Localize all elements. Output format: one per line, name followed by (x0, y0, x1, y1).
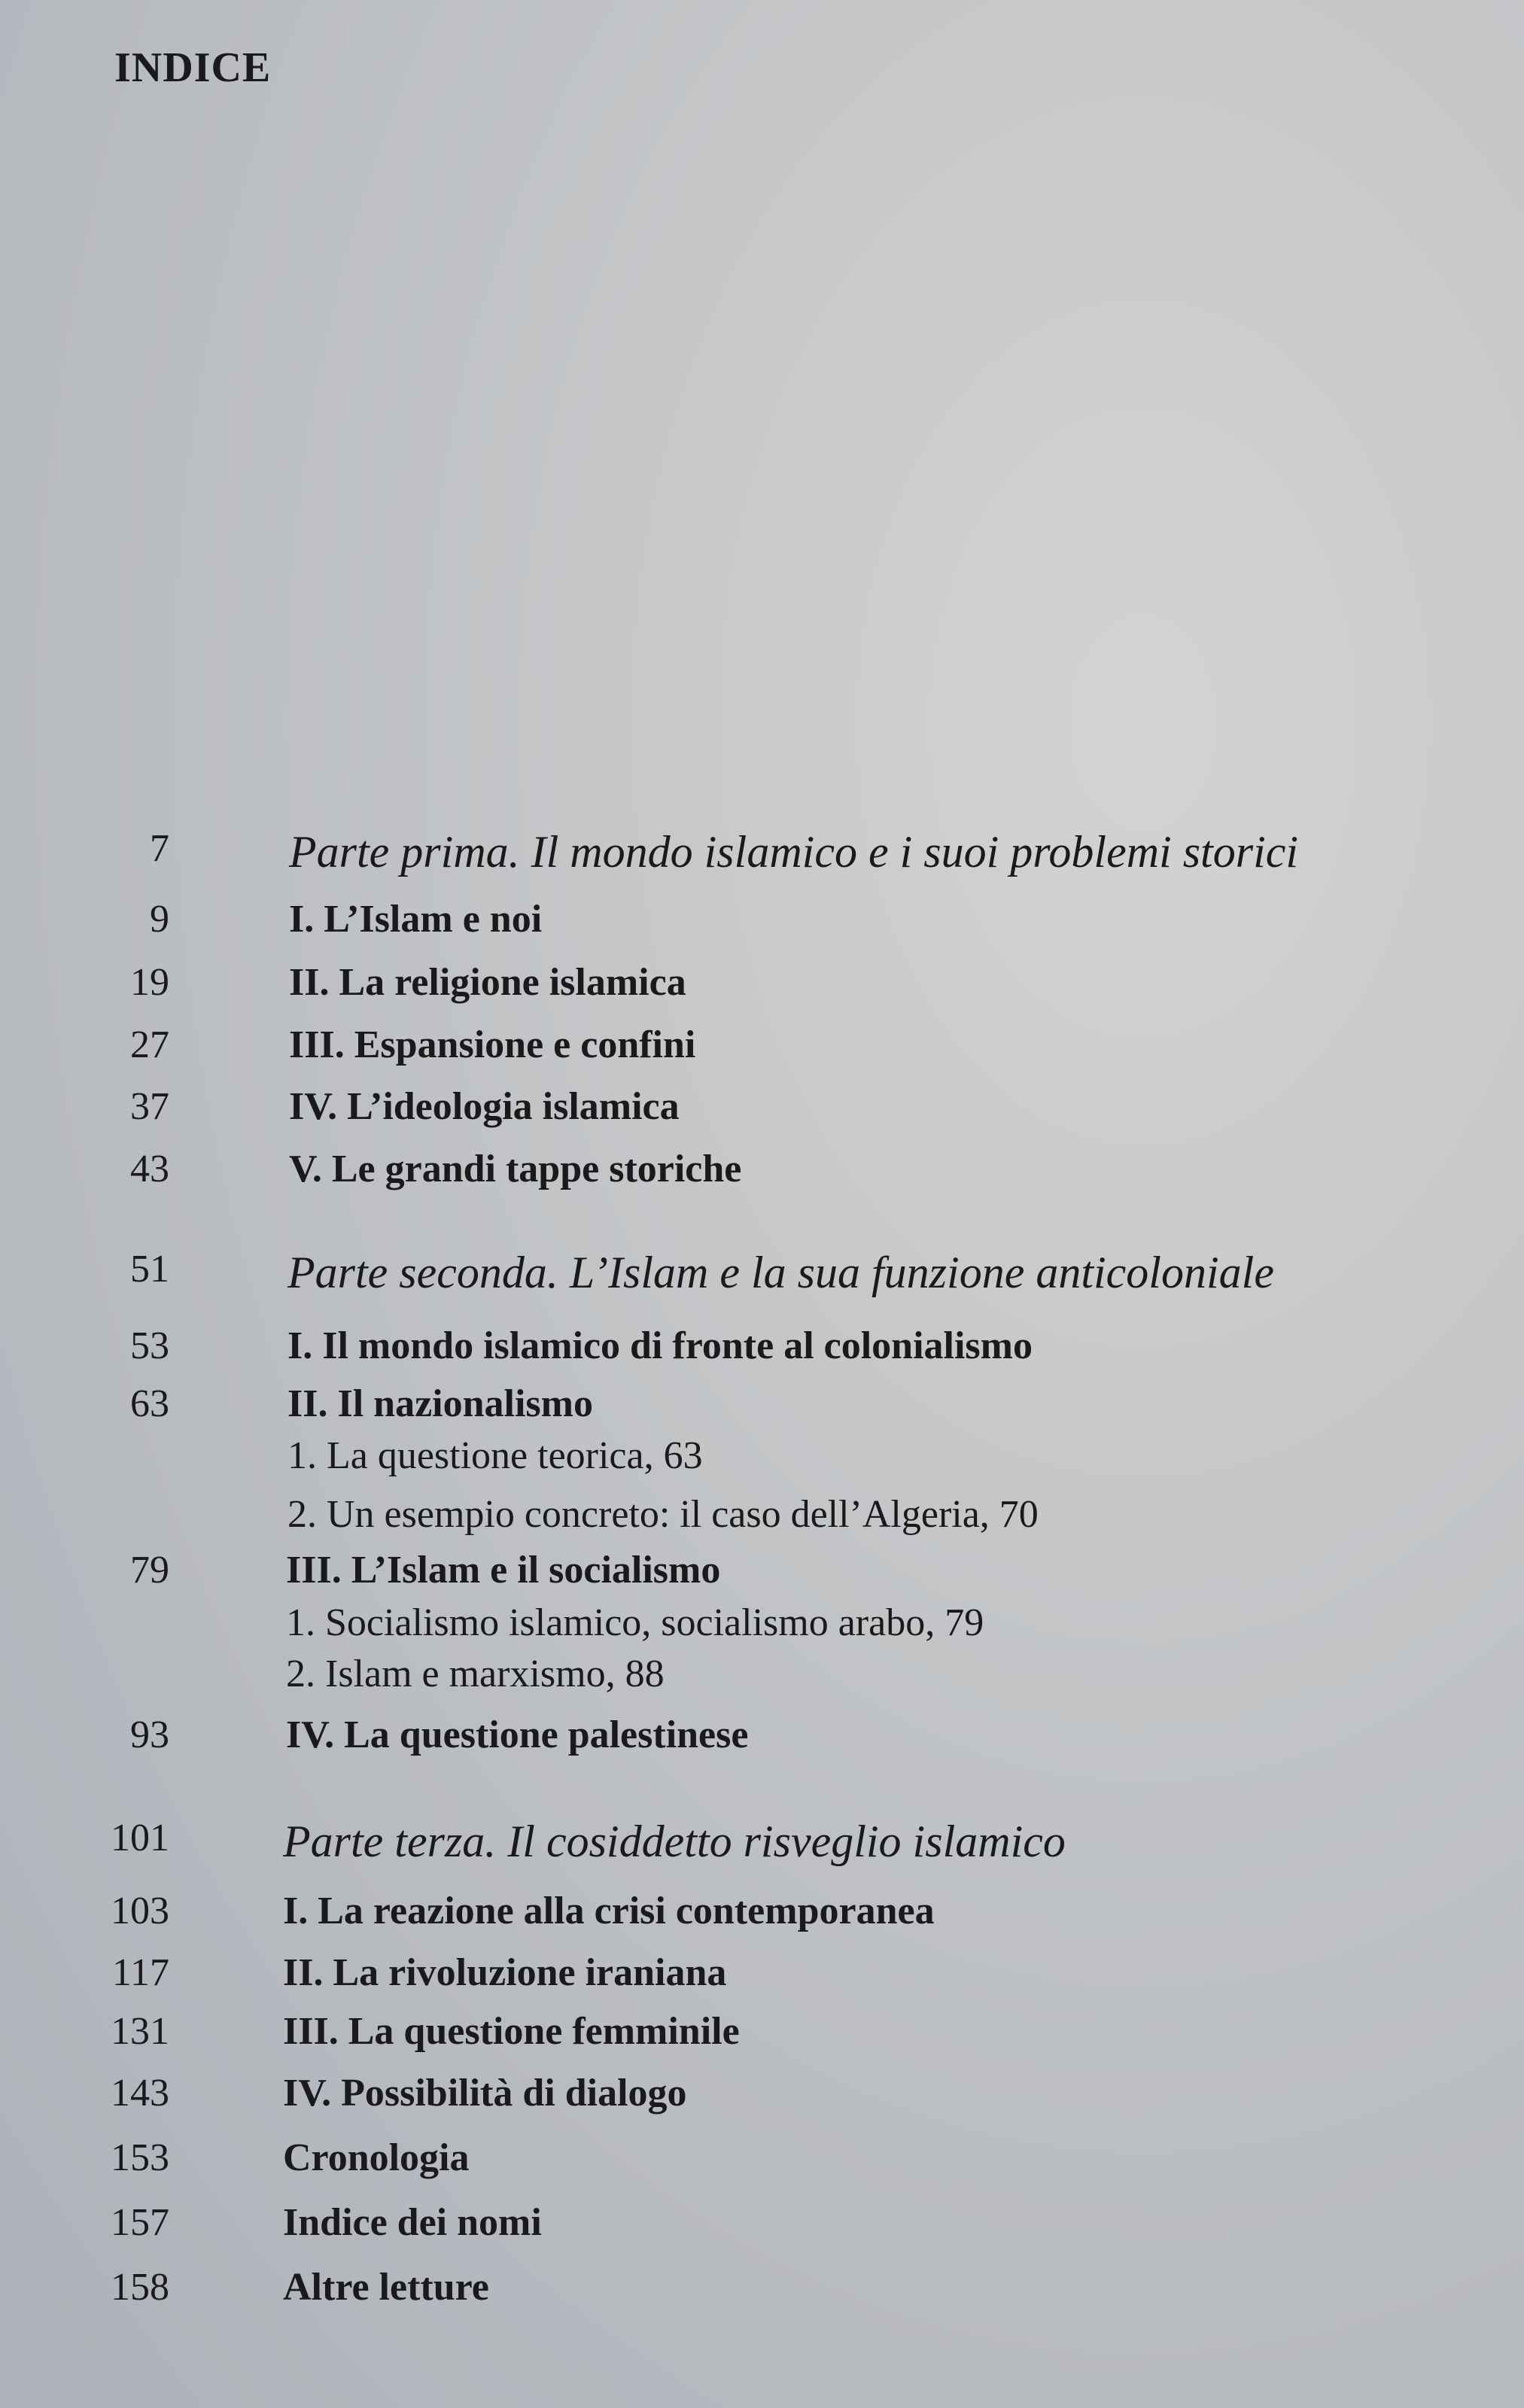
page-title: INDICE (114, 44, 272, 91)
page-number: 117 (111, 1951, 169, 1994)
chapter-title: Indice dei nomi (283, 2201, 542, 2244)
toc-entry (0, 2136, 1524, 2188)
page-number: 131 (111, 2010, 169, 2053)
toc-entry (0, 1950, 1524, 2003)
chapter-title: Altre letture (283, 2266, 489, 2309)
chapter-title: Cronologia (283, 2136, 470, 2179)
page-number: 51 (130, 1248, 169, 1291)
chapter-title: IV. L’ideologia islamica (289, 1085, 680, 1128)
page-number: 7 (150, 827, 169, 870)
page-number: 43 (130, 1148, 169, 1190)
chapter-title: II. La religione islamica (289, 961, 686, 1004)
page-number: 53 (130, 1324, 169, 1367)
part-heading: Parte seconda. L’Islam e la sua funzione anticoloniale (287, 1248, 1274, 1297)
toc-entry (0, 1382, 1524, 1434)
part-heading: Parte terza. Il cosiddetto risveglio islamico (283, 1817, 1066, 1866)
toc-entry (0, 1434, 1524, 1486)
toc-entry (0, 1084, 1524, 1137)
chapter-title: II. La rivoluzione iraniana (283, 1951, 727, 1994)
toc-entry (0, 1247, 1524, 1300)
toc-entry (0, 2071, 1524, 2124)
page-number: 63 (130, 1382, 169, 1425)
chapter-title: I. Il mondo islamico di fronte al colonialismo (287, 1324, 1033, 1367)
chapter-title: I. La reazione alla crisi contemporanea (283, 1890, 935, 1932)
toc-entry (0, 1548, 1524, 1601)
toc-entry (0, 1324, 1524, 1376)
toc-entry (0, 1889, 1524, 1941)
page-number: 27 (130, 1023, 169, 1066)
toc-entry (0, 1147, 1524, 1199)
chapter-title: IV. Possibilità di dialogo (283, 2072, 687, 2115)
page-number: 158 (111, 2266, 169, 2309)
page-number: 79 (130, 1549, 169, 1592)
page-number: 153 (111, 2136, 169, 2179)
toc-entry (0, 897, 1524, 950)
toc-entry (0, 1023, 1524, 1075)
toc-entry (0, 1492, 1524, 1545)
page-number: 157 (111, 2201, 169, 2244)
page-number: 9 (150, 898, 169, 941)
page-number: 19 (130, 961, 169, 1004)
toc-entry (0, 1601, 1524, 1653)
chapter-title: IV. La questione palestinese (286, 1713, 749, 1756)
toc-entry (0, 960, 1524, 1013)
section-title: 2. Islam e marxismo, 88 (286, 1652, 665, 1695)
chapter-title: III. Espansione e confini (289, 1023, 696, 1066)
section-title: 1. La questione teorica, 63 (287, 1434, 703, 1477)
toc-entry (0, 1713, 1524, 1765)
chapter-title: V. Le grandi tappe storiche (289, 1148, 742, 1190)
toc-entry (0, 2200, 1524, 2253)
section-title: 2. Un esempio concreto: il caso dell’Algeria, 70 (287, 1493, 1039, 1536)
page-number: 143 (111, 2072, 169, 2115)
toc-entry (0, 2009, 1524, 2062)
toc-entry (0, 826, 1524, 879)
page-number: 37 (130, 1085, 169, 1128)
page-number: 103 (111, 1890, 169, 1932)
chapter-title: III. L’Islam e il socialismo (286, 1549, 721, 1592)
page-number: 101 (111, 1817, 169, 1859)
chapter-title: II. Il nazionalismo (287, 1382, 593, 1425)
part-heading: Parte prima. Il mondo islamico e i suoi problemi storici (289, 827, 1299, 877)
chapter-title: III. La questione femminile (283, 2010, 740, 2053)
page-number: 93 (130, 1713, 169, 1756)
chapter-title: I. L’Islam e noi (289, 898, 543, 941)
toc-entry (0, 1652, 1524, 1704)
section-title: 1. Socialismo islamico, socialismo arabo, 79 (286, 1601, 984, 1644)
toc-entry (0, 1816, 1524, 1868)
toc-entry (0, 2265, 1524, 2318)
